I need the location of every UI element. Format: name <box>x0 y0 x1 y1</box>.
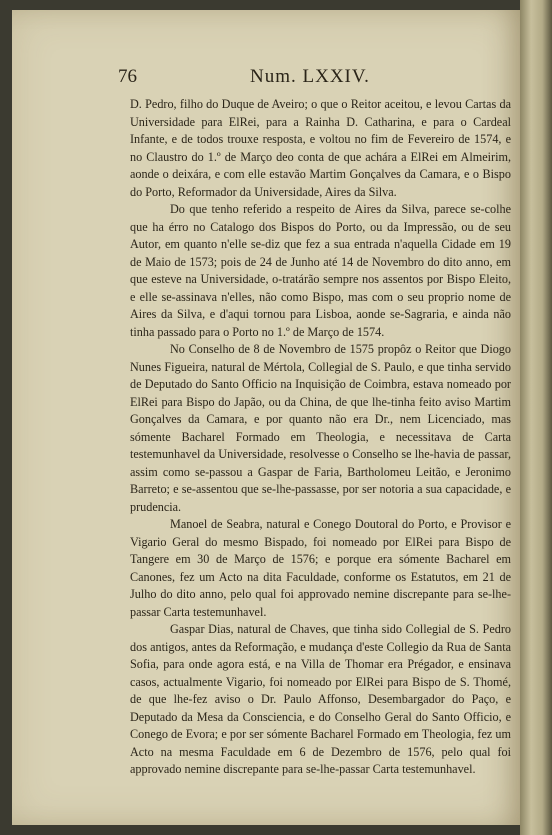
paragraph: Manoel de Seabra, natural e Conego Doutoral do Porto, e Provisor e Vigario Geral do mesmo Bispado, foi nomeado por ElRei para Bispo de Tangere em 30 de Março de 1576; e porque era sómente Bacharel em Canones, fez um Acto na dita Faculdade, conforme os Estatutos, em 21 de Julho do dito anno, pelo qual foi approvado nemine discrepante para se-lhe-passar Carta testemunhavel. <box>130 517 511 619</box>
page-edge <box>520 0 552 835</box>
paragraph: Do que tenho referido a respeito de Aires da Silva, parece se-colhe que ha érro no Catalogo dos Bispos do Porto, ou da Impressão, ou de seu Autor, em quanto n'elle se-diz que fez a sua entrada n'aquella Cidade em 19 de Maio de 1573; pois de 24 de Junho até 14 de Novembro do dito anno, em que esteve na Universidade, o-tratárão sempre nos assentos por Bispo Eleito, e elle se-assinava n'elles, não como Bispo, mas com o seu proprio nome de Aires da Silva, e d'aqui tornou para Lisboa, aonde se-Sagraria, e ainda não tinha passado para o Porto no 1.º de Março de 1574. <box>130 202 511 339</box>
page-number: 76 <box>118 66 137 87</box>
page-header <box>118 66 518 92</box>
paragraph: D. Pedro, filho do Duque de Aveiro; o que o Reitor aceitou, e levou Cartas da Universidade para ElRei, para a Rainha D. Catharina, e para o Cardeal Infante, e de todos trouxe resposta, e voltou no fim de Fevereiro de 1574, e no Claustro do 1.º de Março deo conta de que achára a ElRei em Almeirim, aonde o deixára, e com elle estavão Martim Gonçalves da Camara, e o Bispo do Porto, Reformador da Universidade, Aires da Silva. <box>130 97 511 199</box>
paragraph: Gaspar Dias, natural de Chaves, que tinha sido Collegial de S. Pedro dos antigos, antes da Reformação, e mudança d'este Collegio da Rua de Santa Sofia, para onde agora está, e na Villa de Thomar era Prégador, e ensinava casos, actualmente Vigario, foi nomeado por ElRei para Bispo de S. Thomé, de que lhe-fez aviso o Dr. Paulo Affonso, Desembargador do Paço, e Deputado da Mesa da Consciencia, e do Conselho Geral do Santo Officio, e Conego de Evora; e por ser sómente Bacharel Formado em Theologia, fez um Acto na mesma Faculdade em 6 de Dezembro de 1576, pelo qual foi approvado nemine discrepante para se-lhe-passar Carta testemunhavel. <box>130 622 511 776</box>
paragraph: No Conselho de 8 de Novembro de 1575 propôz o Reitor que Diogo Nunes Figueira, natural de Mértola, Collegial de S. Paulo, e que tinha servido de Deputado do Santo Officio na Inquisição de Coimbra, estava nomeado por ElRei para Bispo do Japão, ou da China, de que lhe-tinha feito aviso Martim Gonçalves da Camara, e por quanto não era Dr., nem Licenciado, mas sómente Bacharel Formado em Theologia, e necessitava de Carta testemunhavel da Universidade, resolvesse o Conselho se lhe-havia de passar, assim como se-passou a Gaspar de Faria, Bartholomeu Leitão, e Jeronimo Barreto; e se-assentou que se-lhe-passasse, por ser notoria a sua capacidade, e prudencia. <box>130 342 511 514</box>
body-text <box>130 96 511 779</box>
running-head: Num. LXXIV. <box>250 66 370 87</box>
